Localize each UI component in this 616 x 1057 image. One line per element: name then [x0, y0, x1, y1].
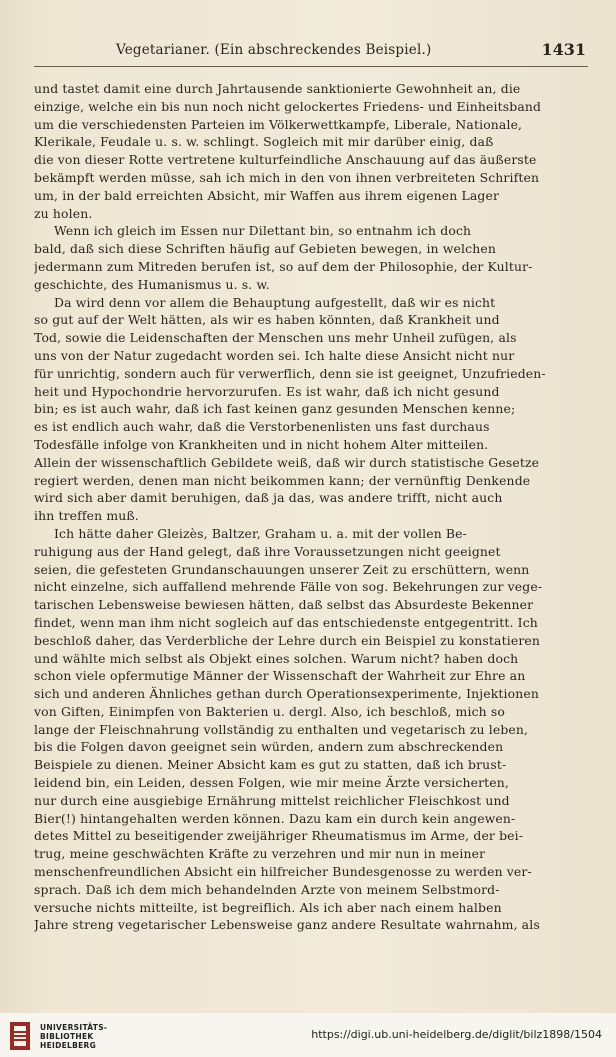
- body-text: [34, 80, 582, 934]
- text-line: Todesfälle infolge von Krankheiten und in nicht hohem Alter mitteilen.: [34, 436, 489, 452]
- text-line: versuche nichts mitteilte, ist begreiflich. Als ich aber nach einem halben: [34, 899, 502, 915]
- text-line: lange der Fleischnahrung vollständig zu enthalten und vegetarisch zu leben,: [34, 721, 529, 737]
- text-line: um die verschiedensten Parteien im Völkerwettkampfe, Liberale, Nationale,: [34, 116, 523, 132]
- text-line: seien, die gefesteten Grundanschauungen unserer Zeit zu erschüttern, wenn: [34, 561, 530, 577]
- library-logo[interactable]: [6, 1019, 156, 1053]
- text-line: trug, meine geschwächten Kräfte zu verzehren und mir nun in meiner: [34, 846, 486, 862]
- page-number: 1431: [541, 40, 586, 59]
- text-line: bekämpft werden müsse, sah ich mich in den von ihnen verbreiteten Schriften: [34, 169, 540, 185]
- running-header: [36, 42, 586, 64]
- text-line: geschichte, des Humanismus u. s. w.: [34, 276, 270, 292]
- seal-icon: [6, 1019, 34, 1053]
- text-line: es ist endlich auch wahr, daß die Verstorbenenlisten uns fast durchaus: [34, 419, 490, 435]
- text-line: und tastet damit eine durch Jahrtausende sanktionierte Gewohnheit an, die: [34, 81, 521, 96]
- footer-bar: [0, 1013, 616, 1057]
- text-line: tarischen Lebensweise bewiesen hätten, daß selbst das Absurdeste Bekenner: [34, 597, 534, 613]
- text-line: bald, daß sich diese Schriften häufig auf Gebieten bewegen, in welchen: [34, 241, 496, 257]
- text-line: bis die Folgen davon geeignet sein würden, andern zum abschreckenden: [34, 739, 504, 755]
- text-line: heit und Hypochondrie hervorzurufen. Es ist wahr, daß ich nicht gesund: [34, 383, 500, 399]
- text-line: so gut auf der Welt hätten, als wir es haben könnten, daß Krankheit und: [34, 312, 500, 328]
- text-line: Klerikale, Feudale u. s. w. schlingt. Sogleich mit mir darüber einig, daß: [34, 134, 494, 150]
- text-line: einzige, welche ein bis nun noch nicht gelockertes Friedens- und Einheitsband: [34, 98, 542, 114]
- text-line: Beispiele zu dienen. Meiner Absicht kam es gut zu statten, daß ich brust-: [34, 757, 507, 773]
- text-line: Allein der wissenschaftlich Gebildete weiß, daß wir durch statistische Gesetze: [34, 454, 540, 470]
- text-line: Da wird denn vor allem die Behauptung aufgestellt, daß wir es nicht: [54, 294, 496, 310]
- text-line: uns von der Natur zugedacht worden sei. Ich halte diese Ansicht nicht nur: [34, 347, 515, 363]
- text-line: die von dieser Rotte vertretene kulturfeindliche Anschauung auf das äußerste: [34, 152, 537, 168]
- text-line: detes Mittel zu beseitigender zweijähriger Rheumatismus im Arme, der bei-: [34, 828, 524, 844]
- text-line: leidend bin, ein Leiden, dessen Folgen, wie mir meine Ärzte versicherten,: [34, 775, 509, 791]
- running-title: Vegetarianer. (Ein abschreckendes Beispiel.): [116, 42, 432, 58]
- text-line: wird sich aber damit beruhigen, daß ja das, was andere trifft, nicht auch: [34, 490, 503, 506]
- source-url-link[interactable]: https://digi.ub.uni-heidelberg.de/diglit/bilz1898/1504: [311, 1028, 602, 1041]
- library-name-line: HEIDELBERG: [40, 1041, 97, 1050]
- text-line: nur durch eine ausgiebige Ernährung mittelst reichlicher Fleischkost und: [34, 792, 510, 808]
- library-name: [40, 1023, 107, 1050]
- text-line: um, in der bald erreichten Absicht, mir Waffen aus ihrem eigenen Lager: [34, 187, 500, 203]
- text-line: Wenn ich gleich im Essen nur Dilettant bin, so entnahm ich doch: [54, 223, 472, 239]
- text-line: von Giften, Einimpfen von Bakterien u. dergl. Also, ich beschloß, mich so: [34, 703, 505, 719]
- text-line: bin; es ist auch wahr, daß ich fast keinen ganz gesunden Menschen kenne;: [34, 401, 516, 417]
- text-line: Ich hätte daher Gleizès, Baltzer, Graham u. a. mit der vollen Be-: [54, 525, 467, 541]
- text-line: sich und anderen Ähnliches gethan durch Operationsexperimente, Injektionen: [34, 686, 539, 702]
- text-line: regiert werden, denen man nicht beikommen kann; der vernünftig Denkende: [34, 472, 531, 488]
- header-rule: [34, 66, 588, 67]
- text-line: Tod, sowie die Leidenschaften der Menschen uns mehr Unheil zufügen, als: [34, 330, 517, 346]
- text-line: sprach. Daß ich dem mich behandelnden Arzte von meinem Selbstmord-: [34, 881, 500, 897]
- text-line: jedermann zum Mitreden berufen ist, so auf dem der Philosophie, der Kultur-: [34, 258, 533, 274]
- text-line: zu holen.: [34, 205, 93, 221]
- text-line: findet, wenn man ihm nicht sogleich auf das entschiedenste entgegentritt. Ich: [34, 614, 538, 630]
- text-line: ruhigung aus der Hand gelegt, daß ihre Voraussetzungen nicht geeignet: [34, 543, 501, 559]
- text-line: schon viele opfermutige Männer der Wissenschaft der Wahrheit zur Ehre an: [34, 668, 526, 684]
- text-line: für unrichtig, sondern auch für verwerflich, denn sie ist geeignet, Unzufrieden-: [34, 365, 546, 381]
- library-name-line: BIBLIOTHEK: [40, 1032, 94, 1041]
- text-line: und wählte mich selbst als Objekt eines solchen. Warum nicht? haben doch: [34, 650, 519, 666]
- text-line: beschloß daher, das Verderbliche der Lehre durch ein Beispiel zu konstatieren: [34, 632, 541, 648]
- text-line: ihn treffen muß.: [34, 508, 139, 524]
- library-name-line: UNIVERSITÄTS-: [40, 1023, 108, 1032]
- text-line: nicht einzelne, sich auffallend mehrende Fälle von sog. Bekehrungen zur vege-: [34, 579, 543, 595]
- text-line: menschenfreundlichen Absicht ein hilfreicher Bundesgenosse zu werden ver-: [34, 864, 532, 880]
- text-line: Bier(!) hintangehalten werden können. Dazu kam ein durch kein angewen-: [34, 810, 516, 826]
- text-line: Jahre streng vegetarischer Lebensweise ganz andere Resultate wahrnahm, als: [34, 917, 540, 933]
